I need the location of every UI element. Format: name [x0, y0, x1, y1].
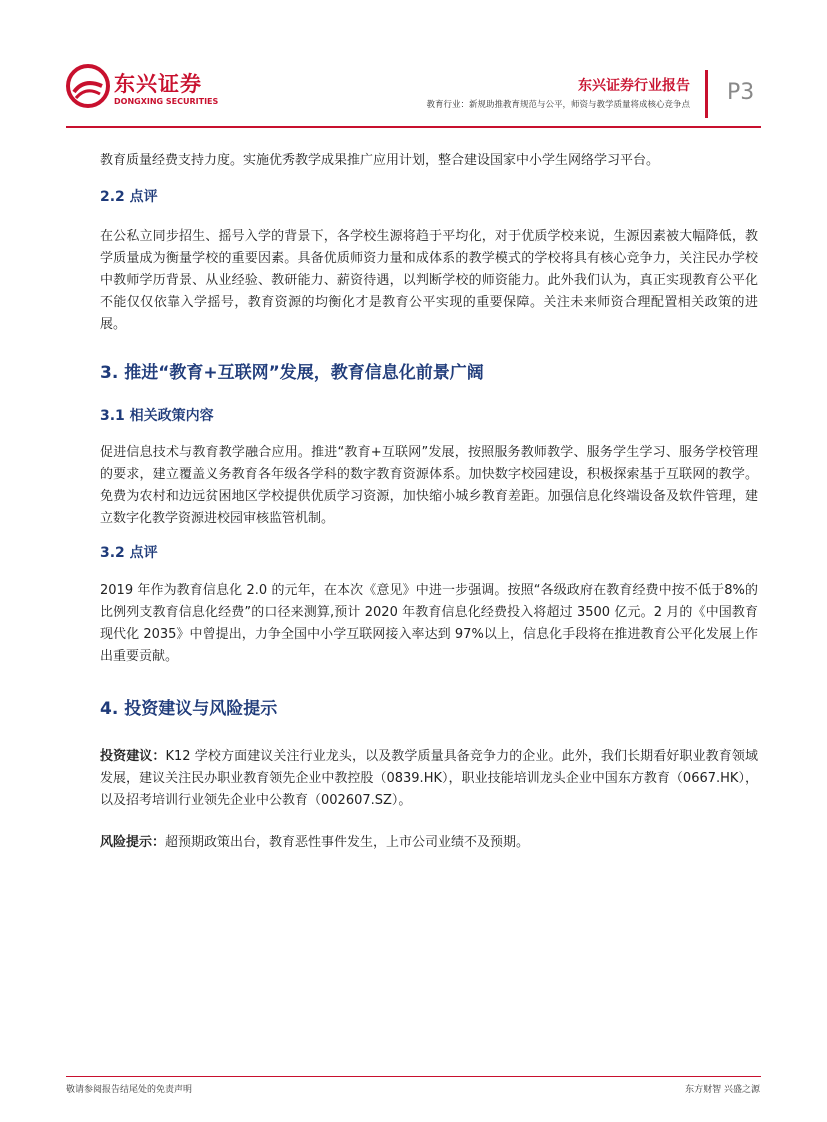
header-divider — [705, 70, 708, 118]
page-header — [0, 0, 827, 125]
report-title: 东兴证券行业报告 — [578, 78, 690, 94]
investment-advice-paragraph — [100, 746, 758, 812]
logo-chinese-name: 东兴证券 — [114, 72, 202, 96]
page-number: P3 — [727, 80, 755, 105]
logo-mark-icon — [66, 64, 110, 108]
section-3-2-heading: 3.2 点评 — [100, 545, 158, 561]
footer-slogan: 东方财智 兴盛之源 — [685, 1085, 760, 1095]
section-2-2-paragraph: 在公私立同步招生、摇号入学的背景下，各学校生源将趋于平均化，对于优质学校来说，生源因素被大幅降低，教学质量成为衡量学校的重要因素。具备优质师资力量和成体系的教学模式的学校将具有核心竞争力，关注民办学校中教师学历背景、从业经验、教研能力、薪资待遇，以判断学校的师资能力。此外我们认为，真正实现教育公平化不能仅仅依靠入学摇号，教育资源的均衡化才是教育公平实现的重要保障。关注未来师资合理配置相关政策的进展。 — [100, 229, 758, 332]
section-3-1-paragraph: 促进信息技术与教育教学融合应用。推进“教育+互联网”发展，按照服务教师教学、服务学生学习、服务学校管理的要求，建立覆盖义务教育各年级各学科的数字教育资源体系。加快数字校园建设，积极探索基于互联网的教学。免费为农村和边远贫困地区学校提供优质学习资源，加快缩小城乡教育差距。加强信息化终端设备及软件管理，建立数字化教学资源进校园审核监管机制。 — [100, 445, 758, 526]
intro-paragraph: 教育质量经费支持力度。实施优秀教学成果推广应用计划，整合建设国家中小学生网络学习平台。 — [100, 153, 660, 168]
company-logo — [66, 64, 219, 116]
section-3-1-heading: 3.1 相关政策内容 — [100, 408, 214, 424]
header-rule — [66, 126, 761, 128]
investment-advice-label: 投资建议： — [100, 749, 166, 764]
section-3-heading: 3. 推进“教育+互联网”发展，教育信息化前景广阔 — [100, 363, 484, 383]
section-4-heading: 4. 投资建议与风险提示 — [100, 699, 278, 719]
risk-warning-label: 风险提示： — [100, 835, 166, 850]
risk-warning-text: 超预期政策出台，教育恶性事件发生，上市公司业绩不及预期。 — [165, 835, 530, 850]
logo-english-name: DONGXING SECURITIES — [114, 97, 219, 106]
investment-advice-text: K12 学校方面建议关注行业龙头，以及教学质量具备竞争力的企业。此外，我们长期看好职业教育领域发展，建议关注民办职业教育领先企业中教控股（0839.HK），职业技能培训龙头企业中国东方教育（0667.HK），以及招考培训行业领先企业中公教育（002607.SZ）。 — [100, 749, 758, 808]
risk-warning-paragraph — [100, 832, 758, 854]
footer-rule — [66, 1076, 761, 1077]
report-subtitle: 教育行业：新规助推教育规范与公平，师资与教学质量将成核心竞争点 — [426, 100, 690, 110]
section-2-2-heading: 2.2 点评 — [100, 189, 158, 205]
section-3-2-paragraph: 2019 年作为教育信息化 2.0 的元年，在本次《意见》中进一步强调。按照“各级政府在教育经费中按不低于8%的比例列支教育信息化经费”的口径来测算,预计 2020 年教育信息化经费投入将超过 3500 亿元。2 月的《中国教育现代化 2035》中曾提出，力争全国中小学互联网接入率达到 97%以上，信息化手段将在推进教育公平化发展上作出重要贡献。 — [100, 583, 758, 664]
footer-disclaimer: 敬请参阅报告结尾处的免责声明 — [66, 1085, 193, 1095]
